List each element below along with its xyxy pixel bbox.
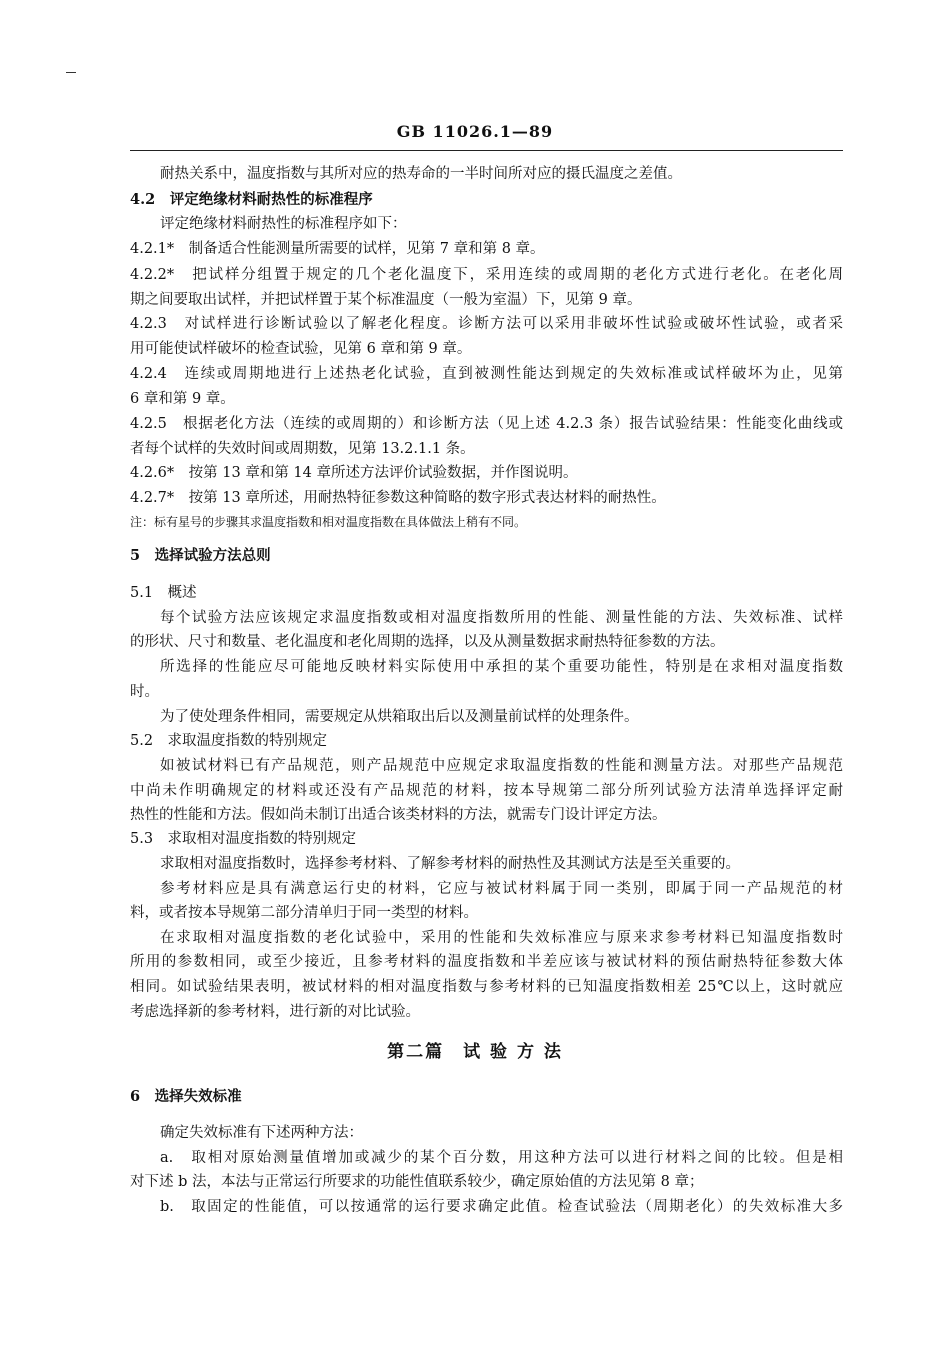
- text-line: 所用的参数相同，或至少接近，且参考材料的温度指数和半差应该与被试材料的预估耐热特征参数大体: [130, 954, 843, 970]
- section-heading: 5 选择试验方法总则: [130, 547, 271, 564]
- text-line: 料，或者按本导规第二部分清单归于同一类型的材料。: [130, 905, 478, 921]
- text-line: 耐热关系中，温度指数与其所对应的热寿命的一半时间所对应的摄氏温度之差值。: [160, 166, 682, 182]
- text-line: 期之间要取出试样，并把试样置于某个标准温度（一般为室温）下，见第 9 章。: [130, 292, 642, 308]
- clause-text: 4.2.7* 按第 13 章所述，用耐热特征参数这种简略的数字形式表达材料的耐热性。: [130, 490, 666, 506]
- clause-text: 4.2.3 对试样进行诊断试验以了解老化程度。诊断方法可以采用非破坏性试验或破坏性试验，或者采: [130, 316, 843, 332]
- text-line: 在求取相对温度指数的老化试验中，采用的性能和失效标准应与原来求参考材料已知温度指数时: [160, 930, 843, 946]
- clause-text: 4.2.6* 按第 13 章和第 14 章所述方法评价试验数据，并作图说明。: [130, 465, 578, 481]
- clause-text: 4.2.5 根据老化方法（连续的或周期的）和诊断方法（见上述 4.2.3 条）报告试验结果：性能变化曲线或: [130, 416, 843, 432]
- text-line: 者每个试样的失效时间或周期数，见第 13.2.1.1 条。: [130, 441, 475, 457]
- text-line: 相同。如试验结果表明，被试材料的相对温度指数与参考材料的已知温度指数相差 25℃以上，这时就应: [130, 979, 843, 995]
- margin-mark: [66, 72, 76, 73]
- text-line: 用可能使试样破坏的检查试验，见第 6 章和第 9 章。: [130, 341, 472, 357]
- text-line: 评定绝缘材料耐热性的标准程序如下：: [160, 216, 407, 232]
- standard-code-header: GB 11026.1—89: [396, 122, 554, 141]
- text-line: 6 章和第 9 章。: [130, 391, 235, 407]
- clause-text: 4.2.2* 把试样分组置于规定的几个老化温度下，采用连续的或周期的老化方式进行老化。在老化周: [130, 267, 843, 283]
- text-line: 如被试材料已有产品规范，则产品规范中应规定求取温度指数的性能和测量方法。对那些产品规范: [160, 758, 843, 774]
- clause-heading: 5.3 求取相对温度指数的特别规定: [130, 831, 357, 847]
- clause-heading: 5.2 求取温度指数的特别规定: [130, 733, 328, 749]
- clause-text: 4.2.4 连续或周期地进行上述热老化试验，直到被测性能达到规定的失效标准或试样破坏为止，见第: [130, 366, 843, 382]
- clause-heading: 5.1 概述: [130, 585, 197, 601]
- text-line: 参考材料应是具有满意运行史的材料，它应与被试材料属于同一类别，即属于同一产品规范的材: [160, 881, 843, 897]
- text-line: 时。: [130, 684, 159, 700]
- text-line: 的形状、尺寸和数量、老化温度和老化周期的选择，以及从测量数据求耐热特征参数的方法。: [130, 634, 725, 650]
- header-rule: [130, 150, 843, 151]
- text-line: 求取相对温度指数时，选择参考材料、了解参考材料的耐热性及其测试方法是至关重要的。: [160, 856, 740, 872]
- text-line: 为了使处理条件相同，需要规定从烘箱取出后以及测量前试样的处理条件。: [160, 709, 639, 725]
- list-item: a. 取相对原始测量值增加或减少的某个百分数，用这种方法可以进行材料之间的比较。但是相: [160, 1150, 843, 1166]
- text-line: 中尚未作明确规定的材料或还没有产品规范的材料，按本导规第二部分所列试验方法清单选择评定耐: [130, 783, 843, 799]
- text-line: 考虑选择新的参考材料，进行新的对比试验。: [130, 1004, 420, 1020]
- text-line: 所选择的性能应尽可能地反映材料实际使用中承担的某个重要功能性，特别是在求相对温度指数: [160, 659, 843, 675]
- section-heading: 6 选择失效标准: [130, 1088, 242, 1105]
- clause-heading: 4.2 评定绝缘材料耐热性的标准程序: [130, 191, 373, 208]
- list-item: b. 取固定的性能值，可以按通常的运行要求确定此值。检查试验法（周期老化）的失效标准大多: [160, 1199, 843, 1215]
- text-line: 确定失效标准有下述两种方法：: [160, 1125, 363, 1141]
- note-text: 注：标有星号的步骤其求温度指数和相对温度指数在具体做法上稍有不同。: [130, 515, 527, 529]
- text-line: 对下述 b 法，本法与正常运行所要求的功能性值联系较少，确定原始值的方法见第 8 章；: [130, 1174, 704, 1190]
- text-line: 热性的性能和方法。假如尚未制订出适合该类材料的方法，就需专门设计评定方法。: [130, 807, 667, 823]
- part-title: 第二篇 试 验 方 法: [387, 1042, 563, 1062]
- text-line: 每个试验方法应该规定求温度指数或相对温度指数所用的性能、测量性能的方法、失效标准、试样: [160, 610, 843, 626]
- clause-text: 4.2.1* 制备适合性能测量所需要的试样，见第 7 章和第 8 章。: [130, 241, 545, 257]
